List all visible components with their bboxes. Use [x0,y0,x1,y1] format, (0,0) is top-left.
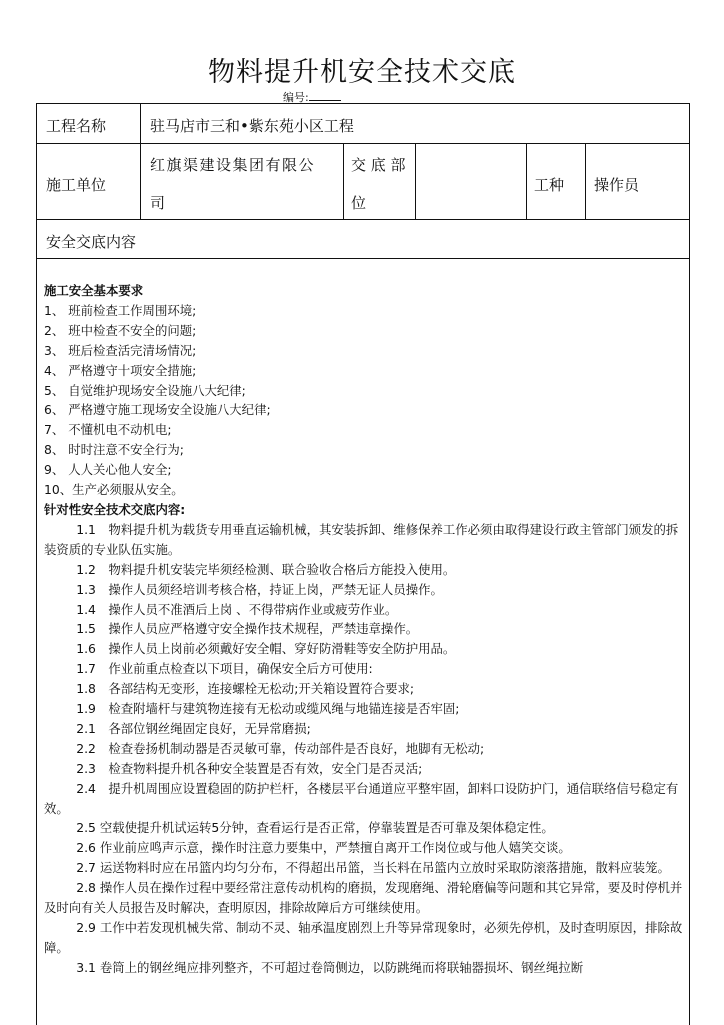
basic-requirements-heading: 施工安全基本要求 [44,283,144,298]
basic-requirement-item: 5、 自觉维护现场安全设施八大纪律; [44,382,246,398]
specific-content-item: 2.3 检查物料提升机各种安全装置是否有效，安全门是否灵活; [76,760,423,776]
specific-content-heading: 针对性安全技术交底内容: [44,501,186,517]
specific-content-item: 2.9 工作中若发现机械失常、制动不灵、轴承温度剧烈上升等异常现象时，必须先停机，及时查明原因，排除故障。 [44,920,683,955]
specific-content-item: 1.2 物料提升机安装完毕须经检测、联合验收合格后方能投入使用。 [76,561,456,577]
basic-requirement-item: 7、 不懂机电不动机电; [44,422,172,438]
construction-unit-value-line2: 司 [150,194,166,212]
specific-content-item: 2.8 操作人员在操作过程中要经常注意传动机构的磨损，发现磨绳、滑轮磨偏等问题和其它异常，要及时停机并及时向有关人员报告及时解决，查明原因，排除故障后方可继续使用。 [44,880,683,916]
disclosure-content [44,281,684,978]
specific-content-item: 1.3 操作人员须经培训考核合格，持证上岗，严禁无证人员操作。 [76,581,443,597]
specific-content-list [44,520,684,978]
specific-content-item: 1.1 物料提升机为载货专用垂直运输机械，其安装拆卸、维修保养工作必须由取得建设行政主管部门颁发的拆装资质的专业队伍实施。 [44,521,679,557]
specific-content-item: 2.4 提升机周围应设置稳固的防护栏杆，各楼层平台通道应平整牢固，卸料口设防护门，通信联络信号稳定有效。 [44,780,679,816]
row-divider [37,219,689,220]
basic-requirements-list [44,301,684,500]
project-name-label: 工程名称 [46,117,107,135]
specific-content-item: 1.6 操作人员上岗前必须戴好安全帽、穿好防滑鞋等安全防护用品。 [76,641,456,657]
basic-requirement-item: 8、 时时注意不安全行为; [44,442,184,458]
basic-requirement-item: 1、 班前检查工作周围环境; [44,302,197,318]
row-divider [37,258,689,259]
trade-label: 工种 [534,176,565,194]
specific-content-item: 2.1 各部位钢丝绳固定良好，无异常磨损; [76,720,311,736]
disclosure-dept-label-line2: 位 [351,194,367,212]
specific-content-item: 2.7 运送物料时应在吊篮内均匀分布，不得超出吊篮，当长料在吊篮内立放时采取防滚落措施，散料应装笼。 [76,860,670,876]
specific-content-item: 2.6 作业前应鸣声示意，操作时注意力要集中，严禁擅自离开工作岗位或与他人嬉笑交谈。 [76,840,571,856]
specific-content-item: 1.9 检查附墙杆与建筑物连接有无松动或缆风绳与地锚连接是否牢固; [76,701,460,717]
project-name-value: 驻马店市三和•紫东苑小区工程 [150,117,354,135]
specific-content-item: 1.7 作业前重点检查以下项目，确保安全后方可使用: [76,661,373,677]
basic-requirement-item: 2、 班中检查不安全的问题; [44,322,197,338]
disclosure-form [36,103,690,1025]
specific-content-item: 2.2 检查卷扬机制动器是否灵敏可靠，传动部件是否良好，地脚有无松动; [76,740,485,756]
specific-content-item: 1.4 操作人员不准酒后上岗 、不得带病作业或疲劳作业。 [76,601,398,617]
column-divider [585,144,586,219]
basic-requirement-item: 4、 严格遵守十项安全措施; [44,362,197,378]
specific-content-item: 1.8 各部结构无变形，连接螺栓无松动;开关箱设置符合要求; [76,681,415,697]
construction-unit-label: 施工单位 [46,176,107,194]
specific-content-item: 1.5 操作人员应严格遵守安全操作技术规程，严禁违章操作。 [76,621,419,637]
disclosure-dept-label-line1: 交 底 部 [351,156,406,174]
basic-requirement-item: 3、 班后检查活完清场情况; [44,342,197,358]
basic-requirement-item: 10、生产必须服从安全。 [44,482,184,498]
specific-content-item: 3.1 卷筒上的钢丝绳应排列整齐，不可超过卷筒侧边，以防跳绳而将联轴器损坏、钢丝绳拉断 [76,959,584,975]
serial-label: 编号: [283,91,309,104]
specific-content-item: 2.5 空载使提升机试运转5分钟，查看运行是否正常，停靠装置是否可靠及架体稳定性。 [76,820,554,836]
serial-blank [309,89,341,101]
column-divider [526,144,527,219]
column-divider [415,144,416,219]
basic-requirement-item: 9、 人人关心他人安全; [44,462,172,478]
document-title: 物料提升机安全技术交底 [208,57,516,88]
trade-value: 操作员 [594,176,640,194]
basic-requirement-item: 6、 严格遵守施工现场安全设施八大纪律; [44,402,271,418]
column-divider [140,104,141,219]
construction-unit-value-line1: 红旗渠建设集团有限公 [150,156,316,174]
row-divider [37,143,689,144]
content-section-label: 安全交底内容 [46,233,137,251]
column-divider [343,144,344,219]
